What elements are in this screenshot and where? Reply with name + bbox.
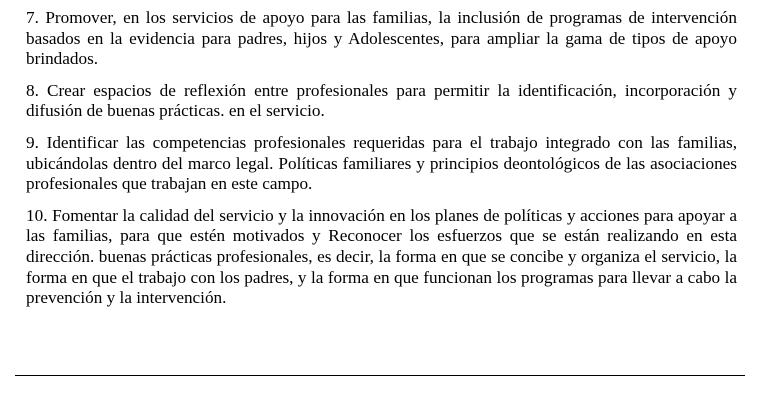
paragraph-item-7: 7. Promover, en los servicios de apoyo para las familias, la inclusión de programas de intervención basados en la evidencia para padres, hijos y Adolescentes, para ampliar la gama de tipos de apoyo brindados. xyxy=(26,8,737,69)
horizontal-rule-divider xyxy=(15,375,745,376)
document-body xyxy=(26,8,737,309)
paragraph-item-10: 10. Fomentar la calidad del servicio y la innovación en los planes de políticas y acciones para apoyar a las familias, para que estén motivados y Reconocer los esfuerzos que se están realizando en esta dirección. buenas prácticas profesionales, es decir, la forma en que se concibe y organiza el servicio, la forma en que el trabajo con los padres, y la forma en que funcionan los programas para llevar a cabo la prevención y la intervención. xyxy=(26,205,737,308)
paragraph-item-9: 9. Identificar las competencias profesionales requeridas para el trabajo integrado con las familias, ubicándolas dentro del marco legal. Políticas familiares y principios deontológicos de las asociaciones profesionales que trabajan en este campo. xyxy=(26,132,737,194)
paragraph-item-8: 8. Crear espacios de reflexión entre profesionales para permitir la identificación, incorporación y difusión de buenas prácticas. en el servicio. xyxy=(26,80,737,121)
